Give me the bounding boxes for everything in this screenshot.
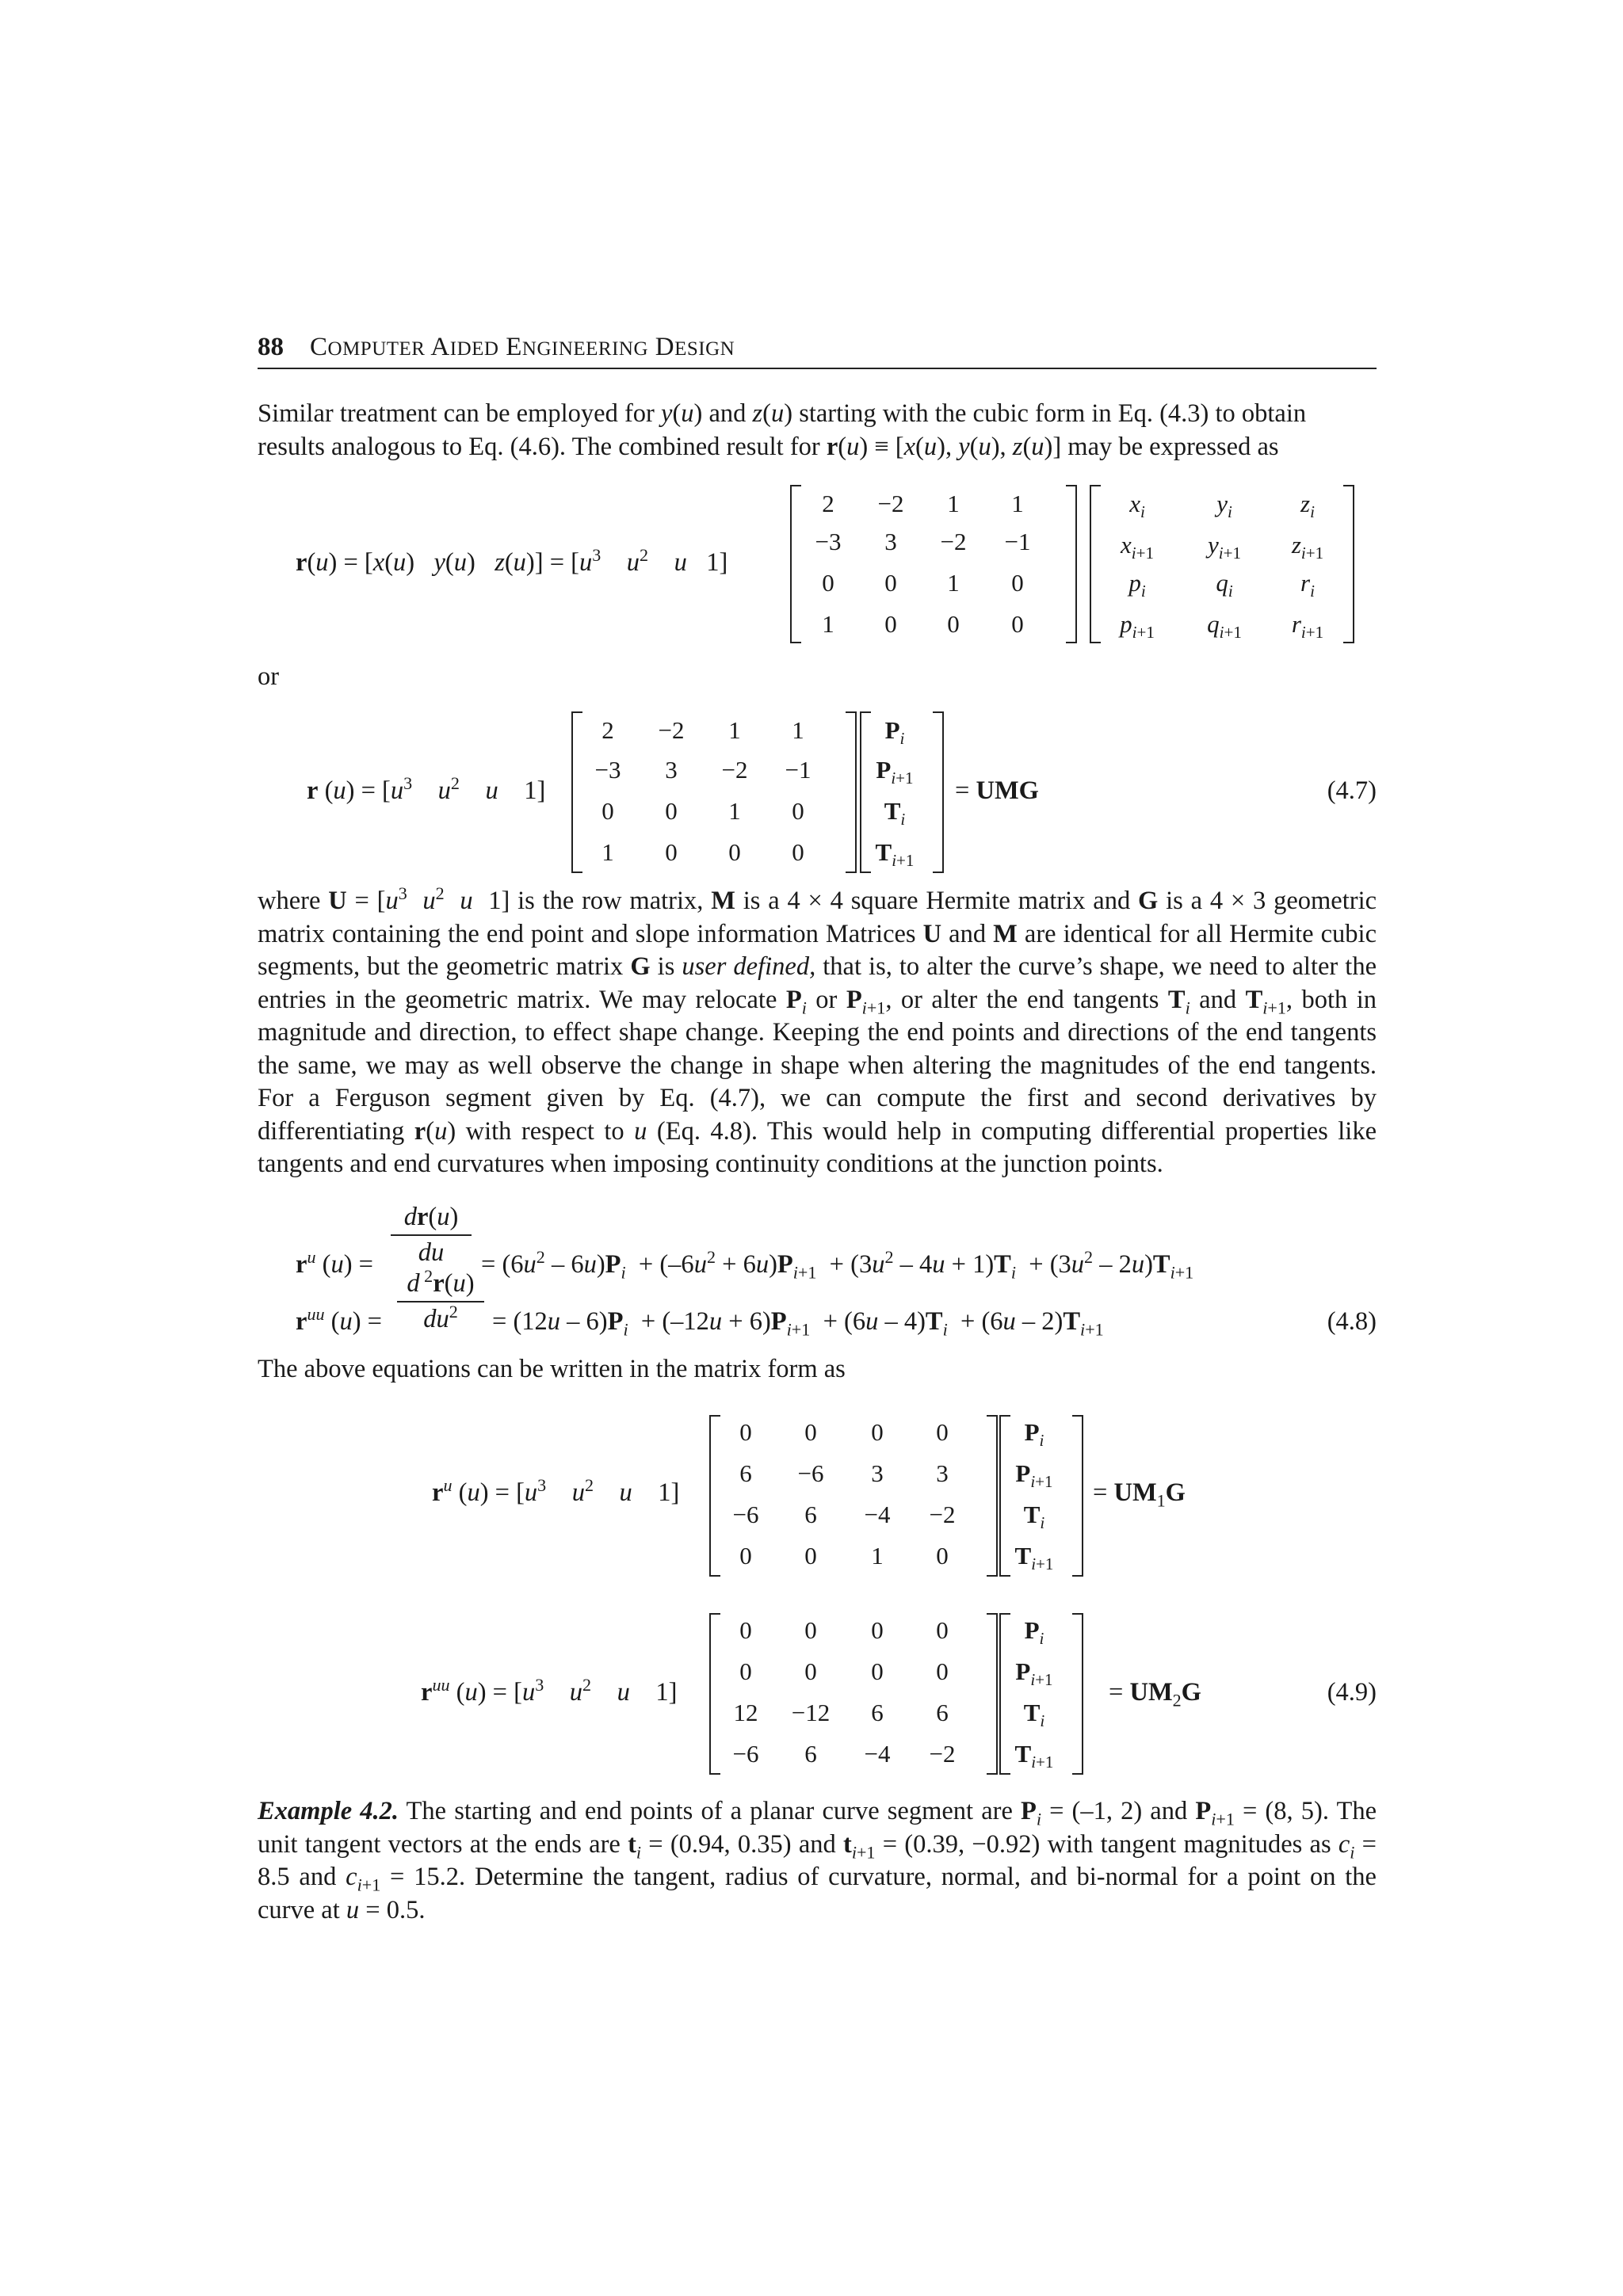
matrix-right-bracket xyxy=(1066,485,1077,643)
matrix-m1: 0 0 0 0 6 −6 3 3 −6 6 −4 −2 0 0 1 0 xyxy=(732,1418,956,1569)
eq-4-9-label: (4.9) xyxy=(1327,1678,1377,1707)
eq-4-8-second-rhs: = $(12u - 6)P_i + (-12u + 6)P_{i+1} + (6u - 4)T_i + (6u - 2)T_{i+1}$ xyxy=(492,1307,1104,1340)
matrix-right-bracket xyxy=(987,1613,998,1775)
eq-4-9-second-rhs: = $UM_2G$ xyxy=(1109,1678,1201,1711)
vector-right-bracket xyxy=(1072,1415,1083,1577)
or-text: or xyxy=(258,662,280,691)
eq-4-9-first-rhs: = $UM_1G$ xyxy=(1093,1478,1186,1511)
eq-4-7-label: (4.7) xyxy=(1327,776,1377,805)
eq-4-8-label: (4.8) xyxy=(1327,1307,1377,1336)
eq-4-8-second-lhs: $r^{uu}$ (u) = xyxy=(296,1304,383,1336)
eq-4-8-first-fraction: dr(u) du xyxy=(391,1203,472,1268)
book-page xyxy=(258,0,1377,2296)
matrix-m2: 0 0 0 0 0 0 0 0 12 −12 6 6 −6 6 −4 −2 xyxy=(732,1616,956,1768)
running-header xyxy=(258,331,1377,369)
eq-4-9-second-lhs: $r^{uu}$ $(u) = [u^3$ $u^2$ u 1] xyxy=(421,1675,678,1707)
intro-paragraph xyxy=(258,398,1377,463)
vector-right-bracket xyxy=(1072,1613,1083,1775)
geometry-matrix: $x_i$ $y_i$ $z_i$ $x_{i+1}$ $y_{i+1}$ $z_{i+1}$ $p_i$ $q_i$ $r_i$ $p_{i+1}$ $q_{i+1}$ $r_{i+1}$ xyxy=(1120,490,1324,643)
geometry-vector-1: $P_i$ $P_{i+1}$ $T_i$ $T_{i+1}$ xyxy=(1014,1418,1054,1574)
matrix-right-bracket xyxy=(987,1415,998,1577)
example-title: Example 4.2. xyxy=(258,1797,399,1825)
geometry-vector-2: $P_i$ $P_{i+1}$ $T_i$ $T_{i+1}$ xyxy=(1014,1616,1054,1772)
eq-4-8-first-rhs: = $(6u^2 - 6u)P_i + (-6u^2 + 6u)P_{i+1} + (3u^2 - 4u + 1)T_i + (3u^2 - 2u)T_{i+1}$ xyxy=(481,1247,1194,1283)
running-title: COMPUTER AIDED ENGINEERING DESIGN xyxy=(310,333,735,361)
intro-line-2: results analogous to Eq. (4.6). The combined result for r(u) ≡ [x(u), y(u), z(u)] may be expressed as xyxy=(258,432,1279,461)
vector-right-bracket xyxy=(933,711,944,873)
eq-4-8-second-fraction: d $^2$r(u) $du^2$ xyxy=(397,1269,484,1334)
eq-4-8-first-lhs: $r^u$ (u) = xyxy=(296,1247,373,1279)
main-paragraph: where $U = [u^3$ $u^2$ u 1] is the row matrix, M is a 4 × 4 square Hermite matrix and G is a 4 × 3 geometric matrix containing the end point and slope information Matrices U and M are identical for all Hermite cubic segments, but the geometric matrix G is user defined, that is, to alter the curve’s shape, we need to alter the entries in the geometric matrix. We may relocate $P_i$ or $P_{i+1}$, or alter the end tangents $T_i$ and $T_{i+1}$, both in magnitude and direction, to effect shape change. Keeping the end points and directions of the end tangents the same, we may as well observe the change in shape when altering the magnitudes of the end tangents. For a Ferguson segment given by Eq. (4.7), we can compute the first and second derivatives by differentiating r(u) with respect to u (Eq. 4.8). This would help in computing differential properties like tangents and end curvatures when imposing continuity conditions at the junction points. xyxy=(258,883,1377,1178)
geometry-vector: $P_i$ $P_{i+1}$ $T_i$ $T_{i+1}$ xyxy=(875,716,915,871)
hermite-matrix-1: 2 −2 1 1 −3 3 −2 −1 0 0 1 0 1 0 0 0 xyxy=(815,490,1031,638)
matrix-right-bracket xyxy=(846,711,857,873)
eq-4-7-lhs: r $(u) = [u^3$ $u^2$ u 1] xyxy=(307,773,546,805)
example-paragraph: Example 4.2. The starting and end points of a planar curve segment are $P_i = (-1$, 2) and $P_{i+1} = (8$, 5). The unit tangent vectors at the ends are $t_i = (0.94$, 0.35) and $t_{i+1} = (0.39$, −0.92) with tangent magnitudes as $c_i = 8.5$ and $c_{i+1} = 15.2$. Determine the tangent, radius of curvature, normal, and bi-normal for a point on the curve at u = 0.5. xyxy=(258,1797,1377,1924)
page-number: 88 xyxy=(258,333,284,361)
matrix-right-bracket xyxy=(1343,485,1354,643)
matrix-form-text: The above equations can be written in the matrix form as xyxy=(258,1355,846,1383)
eq-4-7-rhs: = UMG xyxy=(955,776,1039,805)
hermite-matrix-2: 2 −2 1 1 −3 3 −2 −1 0 0 1 0 1 0 0 0 xyxy=(594,716,812,866)
intro-line-1: Similar treatment can be employed for y(u) and z(u) starting with the cubic form in Eq. (4.3) to obtain xyxy=(258,399,1307,428)
eq-4-9-first-lhs: $r^u$ $(u) = [u^3$ $u^2$ u 1] xyxy=(432,1475,680,1507)
eq-first-lhs: r(u) = [x(u) y(u) $z(u)] = [u^3$ $u^2$ u 1] xyxy=(296,545,728,577)
